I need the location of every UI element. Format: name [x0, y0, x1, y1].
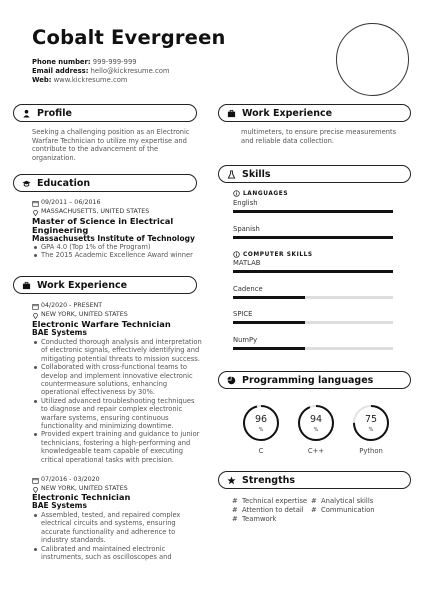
skills-languages-title: LANGUAGES	[243, 190, 289, 197]
info-icon	[233, 251, 240, 258]
strength-text: Attention to detail	[242, 506, 304, 514]
education-degree: Master of Science in Electrical Engineering	[32, 216, 174, 235]
skill-label-cadence: Cadence	[233, 285, 263, 293]
section-header-skills	[218, 165, 411, 183]
location-pin-icon	[32, 312, 39, 319]
gauge-label-cpp: C++	[307, 447, 325, 455]
section-title-work-experience-continued: Work Experience	[242, 107, 333, 119]
job-2-date-text: 07/2016 - 03/2020	[41, 476, 100, 483]
education-school: Massachusetts Institute of Technology	[32, 234, 195, 243]
skill-label-matlab: MATLAB	[233, 259, 261, 267]
strength-item: # Analytical skills	[311, 497, 374, 505]
job-1-location	[32, 311, 128, 319]
skill-bar-cadence	[233, 296, 393, 299]
strength-text: Teamwork	[242, 515, 277, 523]
list-item: Conducted thorough analysis and interpretation of electronic signals, effectively identifying and mitigating potential threats to mission success.	[32, 338, 202, 363]
contact-phone-value: 999-999-999	[92, 58, 137, 66]
gauge-unit-cpp: %	[313, 427, 319, 433]
strength-item: # Technical expertise	[232, 497, 308, 505]
job-1-location-text: NEW YORK, UNITED STATES	[41, 311, 128, 318]
gauge-value-cpp: 94	[309, 414, 323, 425]
info-icon	[233, 190, 240, 197]
contact-web-value: www.kickresume.com	[53, 76, 128, 84]
education-date-text: 09/2011 – 06/2016	[41, 199, 101, 206]
skill-bar-numpy	[233, 347, 393, 350]
job-1-date	[32, 302, 102, 310]
star-icon	[227, 476, 236, 485]
section-title-education: Education	[37, 177, 91, 189]
graduation-cap-icon	[22, 179, 31, 188]
skill-bar-matlab	[233, 270, 393, 273]
pie-chart-icon	[227, 376, 236, 385]
gauge-label-c: C	[258, 447, 264, 455]
calendar-icon	[32, 303, 39, 310]
education-bullets	[32, 243, 202, 260]
skills-computer-heading	[233, 251, 313, 258]
section-header-work-experience-continued	[218, 104, 411, 122]
skill-label-spanish: Spanish	[233, 225, 260, 233]
section-header-work-experience	[13, 276, 197, 294]
gauge-cpp	[296, 403, 336, 443]
skills-languages-heading	[233, 190, 288, 197]
education-location-text: MASSACHUSETTS, UNITED STATES	[41, 208, 150, 215]
section-header-profile	[13, 104, 197, 122]
list-item: Assembled, tested, and repaired complex electrical circuits and systems, ensuring accurate functionality and adherence to industry standards.	[32, 511, 202, 545]
job-1-role: Electronic Warfare Technician	[32, 319, 171, 329]
skill-bar-spanish	[233, 236, 393, 239]
strength-text: Communication	[321, 506, 375, 514]
work-continuation-text: multimeters, to ensure precise measurements and reliable data collection.	[241, 128, 397, 145]
job-1-date-text: 04/2020 - PRESENT	[41, 302, 103, 309]
briefcase-icon	[227, 109, 236, 118]
flask-icon	[227, 170, 236, 179]
gauge-c	[241, 403, 281, 443]
job-2-company: BAE Systems	[32, 501, 87, 510]
list-item: Provided expert training and guidance to junior technicians, fostering a high-performing and knowledgeable team capable of executing critical operational tasks with precision.	[32, 430, 202, 464]
contact-phone	[32, 58, 137, 67]
gauge-unit-c: %	[258, 427, 264, 433]
gauge-value-c: 96	[254, 414, 268, 425]
skill-label-english: English	[233, 199, 258, 207]
job-1-bullets	[32, 338, 202, 464]
contact-web	[32, 76, 128, 85]
contact-email-label: Email address:	[32, 67, 89, 75]
list-item: Calibrated and maintained electronic instruments, such as oscilloscopes and	[32, 545, 202, 562]
gauge-python	[351, 403, 391, 443]
section-title-skills: Skills	[242, 168, 271, 180]
profile-photo-placeholder	[336, 23, 409, 96]
skill-bar-english	[233, 210, 393, 213]
candidate-name: Cobalt Evergreen	[32, 26, 226, 49]
section-header-education	[13, 174, 197, 192]
job-2-date	[32, 476, 100, 484]
section-title-work-experience: Work Experience	[37, 279, 128, 291]
section-header-programming-languages	[218, 371, 411, 389]
gauge-unit-python: %	[368, 427, 374, 433]
profile-summary: Seeking a challenging position as an Electronic Warfare Technician to utilize my expertise and contribute to the advancement of the organization.	[32, 128, 190, 162]
gauge-label-python: Python	[359, 447, 383, 455]
education-location	[32, 208, 149, 216]
section-header-strengths	[218, 471, 411, 489]
contact-web-label: Web:	[32, 76, 52, 84]
strength-item: # Teamwork	[232, 515, 277, 523]
contact-phone-label: Phone number:	[32, 58, 91, 66]
section-title-strengths: Strengths	[242, 474, 296, 486]
job-1-company: BAE Systems	[32, 328, 87, 337]
briefcase-icon	[22, 281, 31, 290]
list-item: GPA 4.0 (Top 1% of the Program)	[32, 243, 202, 251]
location-pin-icon	[32, 209, 39, 216]
job-2-bullets	[32, 511, 202, 561]
person-icon	[22, 109, 31, 118]
list-item: The 2015 Academic Excellence Award winner	[32, 251, 202, 259]
job-2-role: Electronic Technician	[32, 492, 131, 502]
list-item: Utilized advanced troubleshooting techniques to diagnose and repair complex electronic warfare systems, ensuring continuous functionality and minimizing downtime.	[32, 397, 202, 431]
section-title-programming-languages: Programming languages	[242, 374, 374, 386]
calendar-icon	[32, 200, 39, 207]
strength-item: # Communication	[311, 506, 375, 514]
strength-item: # Attention to detail	[232, 506, 304, 514]
job-2-location-text: NEW YORK, UNITED STATES	[41, 485, 128, 492]
gauge-value-python: 75	[364, 414, 378, 425]
skill-label-spice: SPICE	[233, 310, 253, 318]
skill-bar-spice	[233, 321, 393, 324]
contact-email-value: hello@kickresume.com	[90, 67, 170, 75]
list-item: Collaborated with cross-functional teams to develop and implement innovative electronic countermeasure solutions, enhancing operational effectiveness by 30%.	[32, 363, 202, 397]
strength-text: Analytical skills	[321, 497, 374, 505]
strength-text: Technical expertise	[242, 497, 308, 505]
contact-email	[32, 67, 169, 76]
skills-computer-title: COMPUTER SKILLS	[243, 251, 313, 258]
skill-label-numpy: NumPy	[233, 336, 258, 344]
education-date	[32, 199, 100, 207]
calendar-icon	[32, 477, 39, 484]
section-title-profile: Profile	[37, 107, 72, 119]
